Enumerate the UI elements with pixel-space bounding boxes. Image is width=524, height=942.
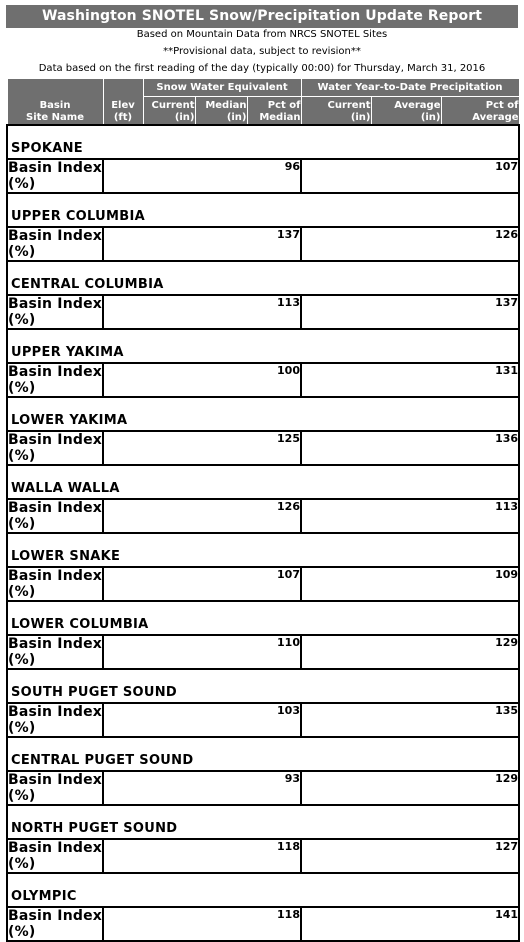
basin-index-label: Basin Index (%) [8,635,103,668]
precip-pct-of-average: 141 [301,907,519,941]
report-subtitle-provisional: **Provisional data, subject to revision** [163,46,361,57]
swe-pct-of-median: 125 [103,431,301,465]
basin-name: LOWER YAKIMA [7,397,519,431]
basin-index-label: Basin Index (%) [8,499,103,532]
basin-name-row [7,465,519,499]
basin-name: LOWER SNAKE [7,533,519,567]
precip-pct-of-average: 127 [301,839,519,873]
basin-index-label: Basin Index (%) [8,227,103,260]
basin-index-row [7,363,519,397]
swe-pct-of-median: 137 [103,227,301,261]
header-swe-pct: Pct of Median [247,97,301,125]
basin-name-row [7,873,519,907]
basin-index-row [7,499,519,533]
swe-pct-of-median: 113 [103,295,301,329]
swe-pct-of-median: 103 [103,703,301,737]
header-precip-current: Current (in) [301,97,371,125]
basin-name: LOWER COLUMBIA [7,601,519,635]
swe-pct-of-median: 100 [103,363,301,397]
swe-pct-of-median: 93 [103,771,301,805]
report-subtitle-date: Data based on the first reading of the day (typically 00:00) for Thursday, March 31, 2016 [38,63,486,74]
basin-index-row [7,907,519,941]
report-title: Washington SNOTEL Snow/Precipitation Update Report [6,5,518,28]
basin-index-label: Basin Index (%) [8,567,103,600]
swe-pct-of-median: 107 [103,567,301,601]
basin-index-row [7,771,519,805]
header-precip-pct: Pct of Average [441,97,519,125]
header-elev: Elev (ft) [103,79,143,125]
basin-index-row [7,839,519,873]
basin-index-row [7,227,519,261]
precip-pct-of-average: 126 [301,227,519,261]
basin-index-label: Basin Index (%) [8,907,103,940]
header-swe-median: Median (in) [195,97,247,125]
basin-name-row [7,193,519,227]
basin-index-row [7,295,519,329]
basin-name-row [7,261,519,295]
report-subtitle-source: Based on Mountain Data from NRCS SNOTEL Sites [136,29,388,40]
precip-pct-of-average: 131 [301,363,519,397]
basin-name: CENTRAL PUGET SOUND [7,737,519,771]
header-swe-current: Current (in) [143,97,195,125]
basin-name: OLYMPIC [7,873,519,907]
basin-name-row [7,329,519,363]
basin-index-row [7,567,519,601]
basin-name-row [7,125,519,159]
precip-pct-of-average: 129 [301,635,519,669]
basin-name: SPOKANE [7,125,519,159]
swe-pct-of-median: 110 [103,635,301,669]
precip-pct-of-average: 113 [301,499,519,533]
basin-rows [7,125,519,941]
basin-index-label: Basin Index (%) [8,771,103,804]
basin-index-row [7,635,519,669]
basin-index-table [6,78,520,942]
basin-name-row [7,397,519,431]
basin-index-row [7,703,519,737]
basin-index-row [7,431,519,465]
header-swe-group: Snow Water Equivalent [143,79,301,97]
basin-name-row [7,805,519,839]
basin-index-label: Basin Index (%) [8,295,103,328]
basin-index-label: Basin Index (%) [8,159,103,192]
basin-index-label: Basin Index (%) [8,363,103,396]
precip-pct-of-average: 107 [301,159,519,193]
precip-pct-of-average: 137 [301,295,519,329]
precip-pct-of-average: 136 [301,431,519,465]
basin-name: UPPER COLUMBIA [7,193,519,227]
precip-pct-of-average: 109 [301,567,519,601]
basin-name-row [7,669,519,703]
basin-name-row [7,737,519,771]
header-precip-average: Average (in) [371,97,441,125]
header-precip-group: Water Year-to-Date Precipitation [301,79,519,97]
basin-name: UPPER YAKIMA [7,329,519,363]
basin-name: NORTH PUGET SOUND [7,805,519,839]
basin-index-label: Basin Index (%) [8,431,103,464]
swe-pct-of-median: 96 [103,159,301,193]
basin-name: SOUTH PUGET SOUND [7,669,519,703]
basin-name: CENTRAL COLUMBIA [7,261,519,295]
basin-name-row [7,533,519,567]
swe-pct-of-median: 126 [103,499,301,533]
header-basin-site: Basin Site Name [7,79,103,125]
basin-index-row [7,159,519,193]
basin-index-label: Basin Index (%) [8,839,103,872]
basin-name: WALLA WALLA [7,465,519,499]
basin-index-label: Basin Index (%) [8,703,103,736]
swe-pct-of-median: 118 [103,839,301,873]
precip-pct-of-average: 135 [301,703,519,737]
basin-name-row [7,601,519,635]
precip-pct-of-average: 129 [301,771,519,805]
swe-pct-of-median: 118 [103,907,301,941]
